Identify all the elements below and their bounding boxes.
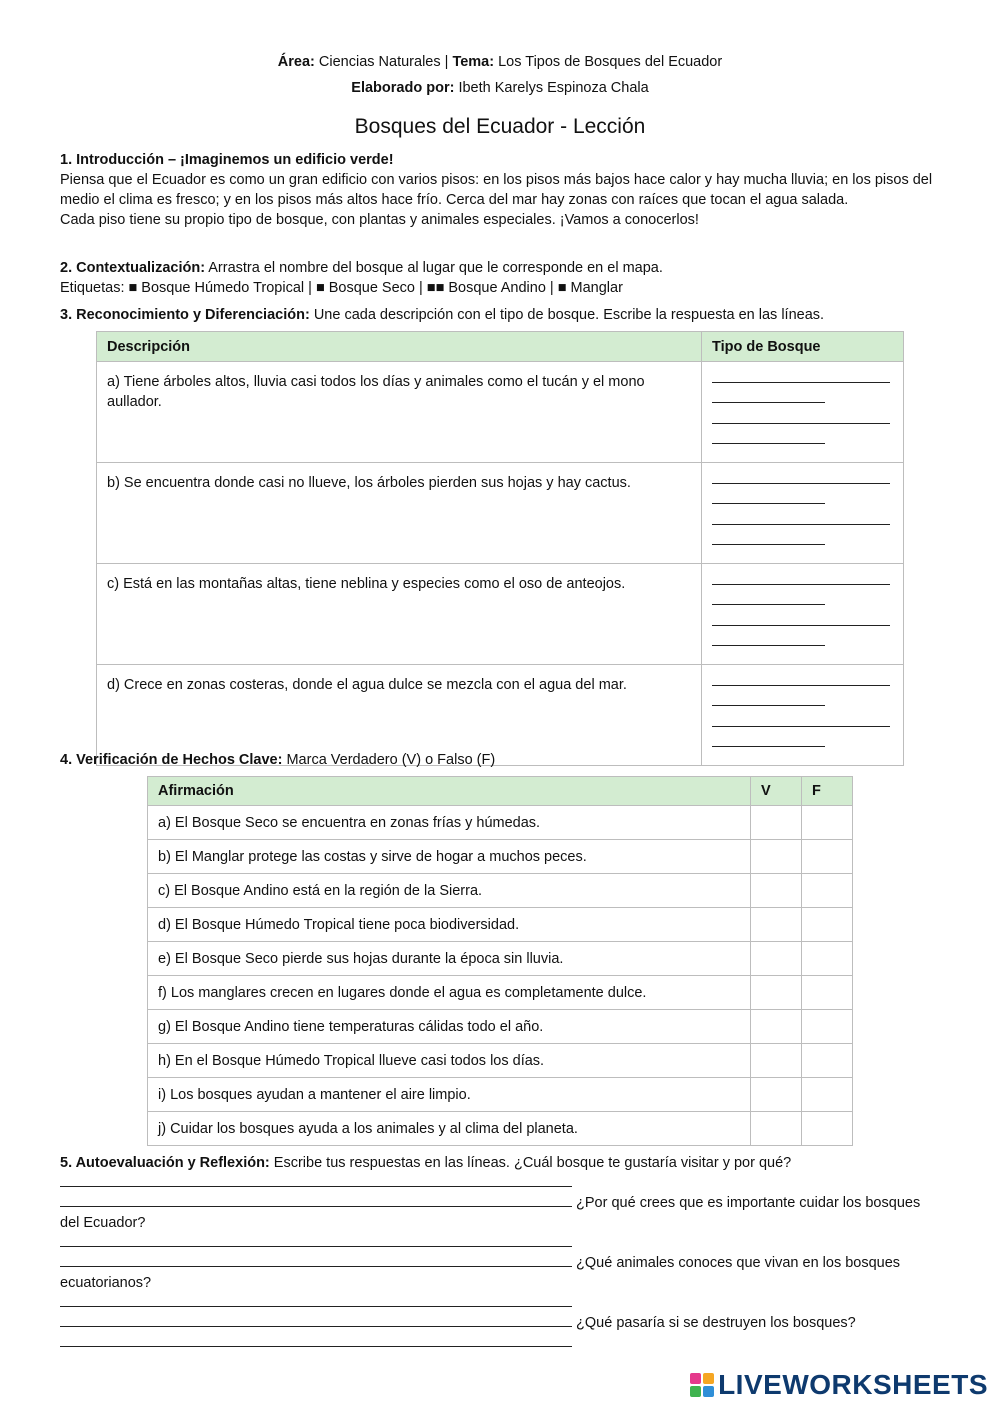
true-checkbox-cell[interactable] <box>751 1010 802 1044</box>
answer-lines[interactable] <box>712 570 893 654</box>
header-area-topic <box>60 52 940 72</box>
statement-cell: h) En el Bosque Húmedo Tropical llueve casi todos los días. <box>148 1044 751 1078</box>
description-table <box>96 331 904 766</box>
statement-cell: j) Cuidar los bosques ayuda a los animales y al clima del planeta. <box>148 1112 751 1146</box>
section-3-text: Une cada descripción con el tipo de bosque. Escribe la respuesta en las líneas. <box>313 307 825 323</box>
false-checkbox-cell[interactable] <box>802 1112 853 1146</box>
section-1-paragraph-2: Cada piso tiene su propio tipo de bosque, con plantas y animales especiales. ¡Vamos a conocerlos! <box>60 212 699 228</box>
section-1-paragraph-1: Piensa que el Ecuador es como un gran edificio con varios pisos: en los pisos más bajos hace calor y hay mucha lluvia; en los pisos del medio el clima es fresco; y en los pisos más altos hace frío. Cerca del mar hay zonas con raíces que tocan el agua salada. <box>60 172 933 208</box>
true-checkbox-cell[interactable] <box>751 1044 802 1078</box>
answer-line[interactable] <box>60 1314 572 1327</box>
author-value: Ibeth Karelys Espinoza Chala <box>458 80 649 96</box>
true-checkbox-cell[interactable] <box>751 806 802 840</box>
false-checkbox-cell[interactable] <box>802 1044 853 1078</box>
table-row <box>148 942 853 976</box>
false-checkbox-cell[interactable] <box>802 806 853 840</box>
section-1-heading: 1. Introducción – ¡Imaginemos un edificio verde! <box>60 152 394 168</box>
table-row <box>148 806 853 840</box>
false-checkbox-cell[interactable] <box>802 942 853 976</box>
section-2-labels: Etiquetas: ■ Bosque Húmedo Tropical | ■ Bosque Seco | ■■ Bosque Andino | ■ Manglar <box>60 280 623 296</box>
header-author <box>60 78 940 98</box>
true-checkbox-cell[interactable] <box>751 942 802 976</box>
true-checkbox-cell[interactable] <box>751 874 802 908</box>
answer-lines[interactable] <box>712 368 893 452</box>
section-3-heading: 3. Reconocimiento y Diferenciación: <box>60 307 310 323</box>
table-row <box>148 1044 853 1078</box>
false-checkbox-cell[interactable] <box>802 908 853 942</box>
true-checkbox-cell[interactable] <box>751 1112 802 1146</box>
section-5-heading: 5. Autoevaluación y Reflexión: <box>60 1155 270 1171</box>
table-row <box>97 564 904 665</box>
section-autoevaluacion <box>60 1153 940 1353</box>
table-row <box>148 1010 853 1044</box>
answer-line[interactable] <box>60 1174 572 1187</box>
statement-cell: a) El Bosque Seco se encuentra en zonas frías y húmedas. <box>148 806 751 840</box>
table-row <box>97 463 904 564</box>
false-checkbox-cell[interactable] <box>802 874 853 908</box>
table-row <box>148 1112 853 1146</box>
false-checkbox-cell[interactable] <box>802 976 853 1010</box>
table-row <box>148 840 853 874</box>
statement-col-header: Afirmación <box>148 777 751 806</box>
question-4: ¿Qué pasaría si se destruyen los bosques? <box>576 1315 856 1331</box>
answer-line[interactable] <box>60 1194 572 1207</box>
answer-cell[interactable] <box>702 362 904 463</box>
table-row <box>148 1078 853 1112</box>
answer-cell[interactable] <box>702 463 904 564</box>
statement-cell: c) El Bosque Andino está en la región de la Sierra. <box>148 874 751 908</box>
question-3: ¿Qué animales conoces que vivan en los bosques ecuatorianos? <box>60 1255 901 1291</box>
author-label: Elaborado por: <box>351 80 455 96</box>
answer-line[interactable] <box>60 1334 572 1347</box>
true-checkbox-cell[interactable] <box>751 840 802 874</box>
table-row <box>97 362 904 463</box>
true-col-header: V <box>751 777 802 806</box>
area-label: Área: <box>277 54 315 70</box>
tema-label: Tema: <box>452 54 495 70</box>
statement-cell: i) Los bosques ayudan a mantener el aire limpio. <box>148 1078 751 1112</box>
false-col-header: F <box>802 777 853 806</box>
liveworksheets-logo-icon <box>690 1373 714 1397</box>
statement-cell: g) El Bosque Andino tiene temperaturas cálidas todo el año. <box>148 1010 751 1044</box>
answer-cell[interactable] <box>702 564 904 665</box>
liveworksheets-logo-text: LIVEWORKSHEETS <box>718 1369 988 1400</box>
section-2-text: Arrastra el nombre del bosque al lugar que le corresponde en el mapa. <box>208 260 663 276</box>
answer-line[interactable] <box>60 1254 572 1267</box>
true-false-table <box>147 776 853 1146</box>
section-4-heading: 4. Verificación de Hechos Clave: <box>60 752 283 768</box>
forest-type-col-header: Tipo de Bosque <box>702 332 904 362</box>
false-checkbox-cell[interactable] <box>802 1078 853 1112</box>
statement-cell: e) El Bosque Seco pierde sus hojas durante la época sin lluvia. <box>148 942 751 976</box>
description-cell: a) Tiene árboles altos, lluvia casi todos los días y animales como el tucán y el mono aullador. <box>97 362 702 463</box>
area-value: Ciencias Naturales | <box>318 54 449 70</box>
table-row <box>148 874 853 908</box>
answer-lines[interactable] <box>712 469 893 553</box>
statement-cell: d) El Bosque Húmedo Tropical tiene poca biodiversidad. <box>148 908 751 942</box>
question-2: ¿Por qué crees que es importante cuidar los bosques del Ecuador? <box>60 1195 921 1231</box>
answer-line[interactable] <box>60 1294 572 1307</box>
statement-cell: b) El Manglar protege las costas y sirve de hogar a muchos peces. <box>148 840 751 874</box>
false-checkbox-cell[interactable] <box>802 840 853 874</box>
table-row <box>148 976 853 1010</box>
true-checkbox-cell[interactable] <box>751 908 802 942</box>
table-row <box>148 908 853 942</box>
section-2-heading: 2. Contextualización: <box>60 260 206 276</box>
section-contextualizacion <box>60 258 940 298</box>
liveworksheets-logo <box>690 1369 988 1400</box>
true-checkbox-cell[interactable] <box>751 976 802 1010</box>
description-col-header: Descripción <box>97 332 702 362</box>
description-cell: c) Está en las montañas altas, tiene neblina y especies como el oso de anteojos. <box>97 564 702 665</box>
tema-value: Los Tipos de Bosques del Ecuador <box>498 54 723 70</box>
description-cell: d) Crece en zonas costeras, donde el agua dulce se mezcla con el agua del mar. <box>97 665 702 766</box>
true-checkbox-cell[interactable] <box>751 1078 802 1112</box>
answer-line[interactable] <box>60 1234 572 1247</box>
section-introduccion <box>60 150 940 230</box>
section-4-text: Marca Verdadero (V) o Falso (F) <box>286 752 496 768</box>
page-title: Bosques del Ecuador - Lección <box>354 115 646 138</box>
section-5-text: Escribe tus respuestas en las líneas. ¿Cuál bosque te gustaría visitar y por qué? <box>273 1155 792 1171</box>
section-3-intro <box>60 305 940 325</box>
description-cell: b) Se encuentra donde casi no llueve, los árboles pierden sus hojas y hay cactus. <box>97 463 702 564</box>
false-checkbox-cell[interactable] <box>802 1010 853 1044</box>
statement-cell: f) Los manglares crecen en lugares donde el agua es completamente dulce. <box>148 976 751 1010</box>
answer-lines[interactable] <box>712 671 893 755</box>
section-4-intro <box>60 750 940 770</box>
